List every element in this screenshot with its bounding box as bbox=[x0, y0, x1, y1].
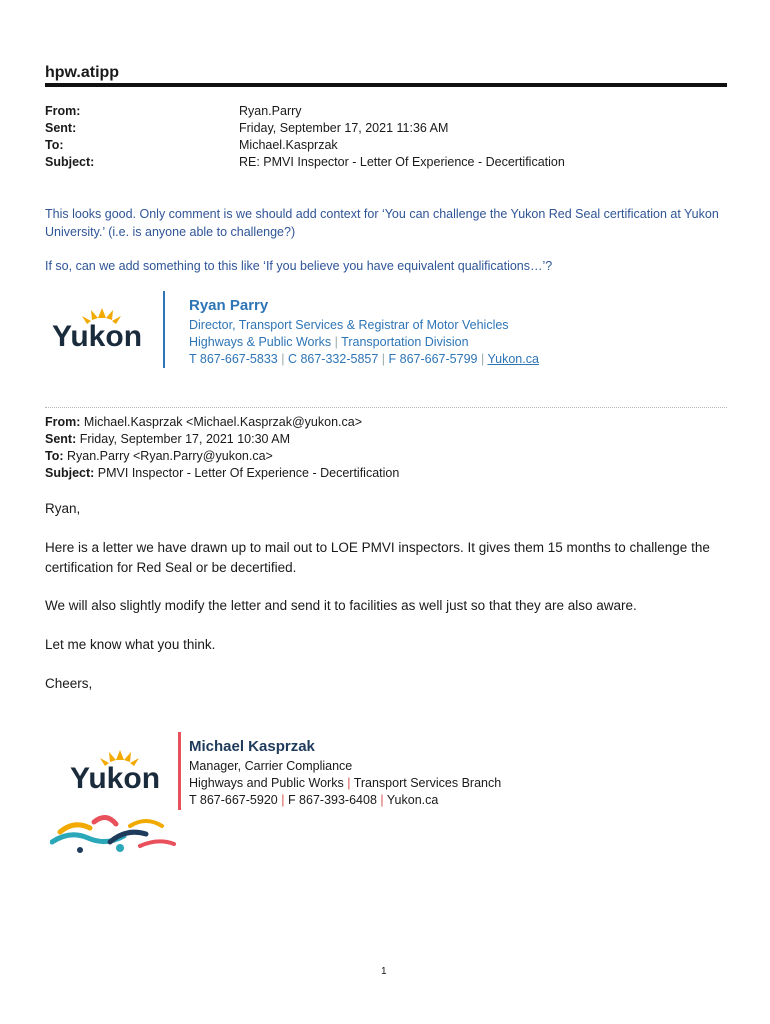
signature1-sep-2: | bbox=[281, 352, 285, 366]
yukon-logo-text: Yukon bbox=[52, 320, 143, 352]
yukon-logo bbox=[50, 306, 150, 352]
signature2-dept-b: Transport Services Branch bbox=[353, 776, 502, 790]
forwarded-from-label: From: bbox=[45, 415, 81, 429]
signature2-title: Manager, Carrier Compliance bbox=[189, 759, 353, 773]
reply-paragraph-1: This looks good. Only comment is we should add context for ‘You can challenge the Yukon Red Seal certification at Yukon University.’ (i.e. is anyone able to challenge?) bbox=[45, 207, 719, 239]
header-subject-value: RE: PMVI Inspector - Letter Of Experience - Decertification bbox=[239, 155, 565, 169]
forwarded-sent bbox=[45, 432, 290, 446]
forwarded-subject bbox=[45, 466, 399, 480]
signature2-website[interactable]: Yukon.ca bbox=[386, 793, 439, 807]
header-to-label: To: bbox=[45, 138, 64, 152]
yukon-logo-2 bbox=[68, 748, 168, 794]
forwarded-sent-label: Sent: bbox=[45, 432, 77, 446]
forwarded-to-label: To: bbox=[45, 449, 64, 463]
signature2-divider bbox=[178, 732, 181, 810]
forwarded-subject-value: PMVI Inspector - Letter Of Experience - Decertification bbox=[97, 466, 400, 480]
body-paragraph-2: We will also slightly modify the letter and send it to facilities as well just so that they are also aware. bbox=[45, 598, 637, 613]
header-subject-label: Subject: bbox=[45, 155, 95, 169]
document-title: hpw.atipp bbox=[45, 64, 120, 81]
signature1-phone-c: C 867-332-5857 bbox=[287, 352, 379, 366]
signature1-sep-3: | bbox=[381, 352, 386, 366]
decorative-artwork bbox=[50, 812, 176, 856]
yukon-logo-graphic bbox=[50, 306, 150, 352]
signature1-name: Ryan Parry bbox=[189, 297, 269, 314]
signature-divider bbox=[163, 291, 165, 368]
signature2-name: Michael Kasprzak bbox=[189, 738, 315, 755]
header-sent-label: Sent: bbox=[45, 121, 77, 135]
forwarded-subject-label: Subject: bbox=[45, 466, 95, 480]
signature1-website-link[interactable]: Yukon.ca bbox=[487, 352, 539, 366]
forwarded-to-value: Ryan.Parry <Ryan.Parry@yukon.ca> bbox=[67, 449, 273, 463]
decorative-artwork-graphic bbox=[50, 812, 176, 856]
body-paragraph-1: Here is a letter we have drawn up to mail out to LOE PMVI inspectors. It gives them 15 months to challenge the certification for Red Seal or be decertified. bbox=[45, 540, 710, 575]
signature2-dept-a: Highways and Public Works bbox=[189, 776, 344, 790]
signature1-contacts bbox=[189, 352, 539, 366]
signature1-sep: | bbox=[334, 335, 338, 349]
header-from-label: From: bbox=[45, 104, 81, 118]
signature2-sep-3: | bbox=[380, 793, 384, 807]
yukon-logo-2-graphic bbox=[68, 748, 168, 794]
body-closing: Cheers, bbox=[45, 676, 93, 691]
signature2-phone-f: F 867-393-6408 bbox=[287, 793, 377, 807]
signature2-sep-2: | bbox=[281, 793, 285, 807]
message-separator bbox=[45, 407, 727, 408]
title-rule bbox=[45, 83, 727, 87]
body-paragraph-3: Let me know what you think. bbox=[45, 637, 216, 652]
signature2-contacts bbox=[189, 793, 438, 807]
signature2-sep: | bbox=[347, 776, 351, 790]
forwarded-from-value: Michael.Kasprzak <Michael.Kasprzak@yukon.ca> bbox=[83, 415, 363, 429]
signature1-sep-4: | bbox=[480, 352, 485, 366]
signature1-title: Director, Transport Services & Registrar of Motor Vehicles bbox=[189, 318, 509, 332]
forwarded-from bbox=[45, 415, 362, 429]
signature1-dept-b: Transportation Division bbox=[341, 335, 469, 349]
yukon-logo-2-text: Yukon bbox=[70, 762, 161, 794]
header-from-value: Ryan.Parry bbox=[239, 104, 302, 118]
header-sent-value: Friday, September 17, 2021 11:36 AM bbox=[239, 121, 449, 135]
signature2-phone-t: T 867-667-5920 bbox=[189, 793, 278, 807]
signature2-department bbox=[189, 776, 501, 790]
body-greeting: Ryan, bbox=[45, 501, 81, 516]
signature1-dept-a: Highways & Public Works bbox=[189, 335, 332, 349]
forwarded-to bbox=[45, 449, 273, 463]
signature1-phone-t: T 867-667-5833 bbox=[189, 352, 278, 366]
signature1-department bbox=[189, 335, 469, 349]
page-number: 1 bbox=[381, 966, 387, 977]
reply-paragraph-2: If so, can we add something to this like ‘If you believe you have equivalent qualifications…’? bbox=[45, 259, 553, 273]
forwarded-sent-value: Friday, September 17, 2021 10:30 AM bbox=[79, 432, 291, 446]
signature1-phone-f: F 867-667-5799 bbox=[388, 352, 478, 366]
header-to-value: Michael.Kasprzak bbox=[239, 138, 338, 152]
